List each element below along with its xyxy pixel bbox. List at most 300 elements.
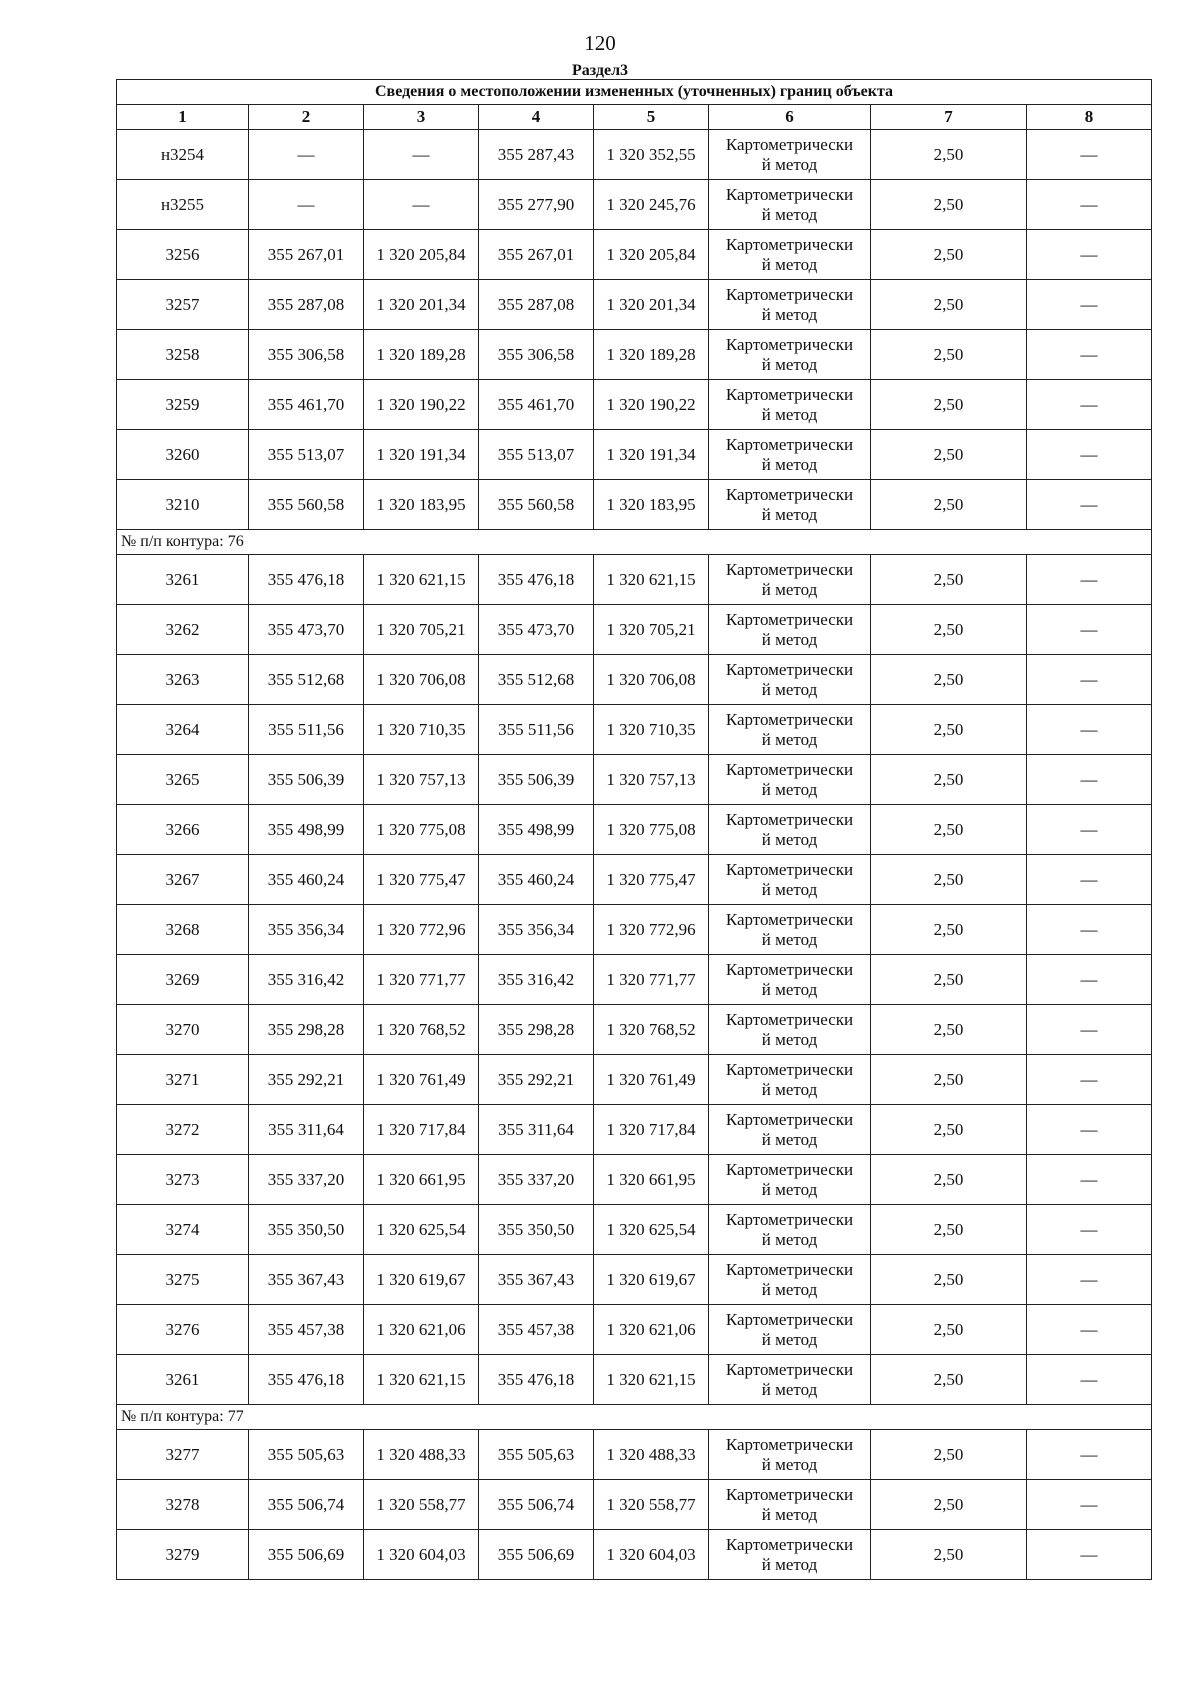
new-y-cell: 1 320 201,34 (594, 280, 709, 330)
method-line-2: й метод (761, 1279, 818, 1299)
new-x-cell: 355 506,69 (479, 1530, 594, 1580)
new-y-cell: 1 320 191,34 (594, 430, 709, 480)
new-y-cell: 1 320 621,06 (594, 1305, 709, 1355)
new-x-cell: 355 560,58 (479, 480, 594, 530)
method-line-2: й метод (761, 979, 818, 999)
method-line-2: й метод (761, 1179, 818, 1199)
old-y-cell: 1 320 661,95 (364, 1155, 479, 1205)
point-number-cell: 3259 (117, 380, 249, 430)
table-row (117, 180, 1152, 230)
method-line-2: й метод (761, 1129, 818, 1149)
method-cell (709, 1005, 871, 1055)
point-number-cell: 3276 (117, 1305, 249, 1355)
method-line-2: й метод (761, 1454, 818, 1474)
accuracy-cell: 2,50 (871, 1355, 1027, 1405)
section-title: Раздел3 (571, 62, 629, 79)
method-cell (709, 605, 871, 655)
accuracy-cell: 2,50 (871, 330, 1027, 380)
accuracy-cell: 2,50 (871, 1055, 1027, 1105)
old-x-cell: 355 513,07 (249, 430, 364, 480)
old-x-cell: 355 473,70 (249, 605, 364, 655)
old-y-cell: 1 320 619,67 (364, 1255, 479, 1305)
point-number-cell: 3279 (117, 1530, 249, 1580)
accuracy-cell: 2,50 (871, 1430, 1027, 1480)
old-x-cell: 355 311,64 (249, 1105, 364, 1155)
new-y-cell: 1 320 710,35 (594, 705, 709, 755)
point-number-cell: 3258 (117, 330, 249, 380)
old-y-cell: 1 320 190,22 (364, 380, 479, 430)
new-x-cell: 355 506,39 (479, 755, 594, 805)
contour-row (117, 530, 1152, 555)
new-y-cell: 1 320 775,47 (594, 855, 709, 905)
contour-label: № п/п контура: 76 (117, 530, 1152, 555)
old-y-cell: — (364, 130, 479, 180)
new-y-cell: 1 320 625,54 (594, 1205, 709, 1255)
old-x-cell: 355 350,50 (249, 1205, 364, 1255)
old-y-cell: 1 320 621,06 (364, 1305, 479, 1355)
accuracy-cell: 2,50 (871, 755, 1027, 805)
table-body (117, 80, 1152, 1580)
accuracy-cell: 2,50 (871, 230, 1027, 280)
method-cell (709, 380, 871, 430)
header-cell: 1 (117, 105, 249, 130)
description-cell: — (1027, 1480, 1152, 1530)
method-cell (709, 1305, 871, 1355)
accuracy-cell: 2,50 (871, 1155, 1027, 1205)
point-number-cell: 3274 (117, 1205, 249, 1255)
old-y-cell: 1 320 757,13 (364, 755, 479, 805)
old-x-cell: 355 476,18 (249, 1355, 364, 1405)
old-x-cell: 355 461,70 (249, 380, 364, 430)
method-line-1: Картометрически (725, 1309, 854, 1329)
contour-label: № п/п контура: 77 (117, 1405, 1152, 1430)
description-cell: — (1027, 1430, 1152, 1480)
method-cell (709, 855, 871, 905)
accuracy-cell: 2,50 (871, 430, 1027, 480)
table-row (117, 430, 1152, 480)
new-x-cell: 355 512,68 (479, 655, 594, 705)
new-x-cell: 355 460,24 (479, 855, 594, 905)
method-line-2: й метод (761, 679, 818, 699)
description-cell: — (1027, 1155, 1152, 1205)
new-y-cell: 1 320 205,84 (594, 230, 709, 280)
description-cell: — (1027, 1105, 1152, 1155)
method-line-1: Картометрически (725, 559, 854, 579)
method-line-1: Картометрически (725, 959, 854, 979)
old-x-cell: — (249, 180, 364, 230)
method-line-1: Картометрически (725, 184, 854, 204)
method-cell (709, 655, 871, 705)
new-x-cell: 355 506,74 (479, 1480, 594, 1530)
new-y-cell: 1 320 488,33 (594, 1430, 709, 1480)
description-cell: — (1027, 955, 1152, 1005)
old-y-cell: 1 320 621,15 (364, 555, 479, 605)
method-cell (709, 280, 871, 330)
table-caption: Сведения о местоположении измененных (уточненных) границ объекта (117, 80, 1152, 105)
accuracy-cell: 2,50 (871, 1530, 1027, 1580)
new-y-cell: 1 320 352,55 (594, 130, 709, 180)
point-number-cell: 3263 (117, 655, 249, 705)
old-y-cell: 1 320 558,77 (364, 1480, 479, 1530)
method-line-2: й метод (761, 879, 818, 899)
old-x-cell: 355 511,56 (249, 705, 364, 755)
method-cell (709, 1480, 871, 1530)
new-y-cell: 1 320 245,76 (594, 180, 709, 230)
new-y-cell: 1 320 190,22 (594, 380, 709, 430)
method-line-1: Картометрически (725, 1209, 854, 1229)
header-cell: 4 (479, 105, 594, 130)
method-line-2: й метод (761, 1379, 818, 1399)
point-number-cell: н3255 (117, 180, 249, 230)
table-row (117, 130, 1152, 180)
method-cell (709, 1055, 871, 1105)
old-x-cell: 355 460,24 (249, 855, 364, 905)
new-x-cell: 355 457,38 (479, 1305, 594, 1355)
table-row (117, 755, 1152, 805)
old-y-cell: 1 320 183,95 (364, 480, 479, 530)
accuracy-cell: 2,50 (871, 855, 1027, 905)
accuracy-cell: 2,50 (871, 805, 1027, 855)
method-line-1: Картометрически (725, 859, 854, 879)
table-row (117, 380, 1152, 430)
description-cell: — (1027, 1055, 1152, 1105)
point-number-cell: 3273 (117, 1155, 249, 1205)
description-cell: — (1027, 1255, 1152, 1305)
method-line-1: Картометрически (725, 484, 854, 504)
new-x-cell: 355 311,64 (479, 1105, 594, 1155)
description-cell: — (1027, 1355, 1152, 1405)
description-cell: — (1027, 130, 1152, 180)
method-cell (709, 705, 871, 755)
table-row (117, 1155, 1152, 1205)
description-cell: — (1027, 805, 1152, 855)
point-number-cell: 3277 (117, 1430, 249, 1480)
table-row (117, 805, 1152, 855)
description-cell: — (1027, 1530, 1152, 1580)
method-cell (709, 805, 871, 855)
point-number-cell: 3265 (117, 755, 249, 805)
method-line-1: Картометрически (725, 1359, 854, 1379)
point-number-cell: 3271 (117, 1055, 249, 1105)
accuracy-cell: 2,50 (871, 380, 1027, 430)
accuracy-cell: 2,50 (871, 1005, 1027, 1055)
new-x-cell: 355 505,63 (479, 1430, 594, 1480)
table-row (117, 605, 1152, 655)
table-row (117, 1355, 1152, 1405)
old-x-cell: 355 505,63 (249, 1430, 364, 1480)
accuracy-cell: 2,50 (871, 180, 1027, 230)
method-line-1: Картометрически (725, 709, 854, 729)
accuracy-cell: 2,50 (871, 955, 1027, 1005)
new-y-cell: 1 320 621,15 (594, 555, 709, 605)
old-y-cell: 1 320 706,08 (364, 655, 479, 705)
new-x-cell: 355 292,21 (479, 1055, 594, 1105)
method-line-2: й метод (761, 204, 818, 224)
description-cell: — (1027, 655, 1152, 705)
old-x-cell: 355 287,08 (249, 280, 364, 330)
method-line-2: й метод (761, 1079, 818, 1099)
accuracy-cell: 2,50 (871, 1255, 1027, 1305)
coordinates-table (116, 79, 1152, 1580)
old-y-cell: 1 320 625,54 (364, 1205, 479, 1255)
accuracy-cell: 2,50 (871, 705, 1027, 755)
new-y-cell: 1 320 604,03 (594, 1530, 709, 1580)
point-number-cell: 3270 (117, 1005, 249, 1055)
table-row (117, 1005, 1152, 1055)
new-y-cell: 1 320 621,15 (594, 1355, 709, 1405)
old-y-cell: 1 320 201,34 (364, 280, 479, 330)
table-row (117, 1430, 1152, 1480)
new-x-cell: 355 513,07 (479, 430, 594, 480)
description-cell: — (1027, 430, 1152, 480)
description-cell: — (1027, 380, 1152, 430)
description-cell: — (1027, 180, 1152, 230)
header-cell: 8 (1027, 105, 1152, 130)
point-number-cell: 3267 (117, 855, 249, 905)
description-cell: — (1027, 755, 1152, 805)
table-row (117, 905, 1152, 955)
new-x-cell: 355 287,43 (479, 130, 594, 180)
method-line-2: й метод (761, 1504, 818, 1524)
contour-row (117, 1405, 1152, 1430)
method-line-1: Картометрически (725, 1534, 854, 1554)
method-cell (709, 1155, 871, 1205)
old-y-cell: 1 320 191,34 (364, 430, 479, 480)
old-y-cell: — (364, 180, 479, 230)
method-cell (709, 130, 871, 180)
old-y-cell: 1 320 604,03 (364, 1530, 479, 1580)
new-x-cell: 355 306,58 (479, 330, 594, 380)
old-x-cell: — (249, 130, 364, 180)
point-number-cell: 3268 (117, 905, 249, 955)
new-y-cell: 1 320 183,95 (594, 480, 709, 530)
description-cell: — (1027, 1305, 1152, 1355)
method-line-2: й метод (761, 579, 818, 599)
point-number-cell: 3256 (117, 230, 249, 280)
old-y-cell: 1 320 488,33 (364, 1430, 479, 1480)
accuracy-cell: 2,50 (871, 605, 1027, 655)
point-number-cell: 3262 (117, 605, 249, 655)
header-cell: 2 (249, 105, 364, 130)
method-line-1: Картометрически (725, 609, 854, 629)
point-number-cell: 3269 (117, 955, 249, 1005)
new-y-cell: 1 320 768,52 (594, 1005, 709, 1055)
table-row (117, 280, 1152, 330)
accuracy-cell: 2,50 (871, 280, 1027, 330)
method-line-2: й метод (761, 729, 818, 749)
description-cell: — (1027, 705, 1152, 755)
method-line-2: й метод (761, 404, 818, 424)
method-line-1: Картометрически (725, 1009, 854, 1029)
description-cell: — (1027, 480, 1152, 530)
old-x-cell: 355 356,34 (249, 905, 364, 955)
new-y-cell: 1 320 189,28 (594, 330, 709, 380)
method-cell (709, 1255, 871, 1305)
method-line-1: Картометрически (725, 1059, 854, 1079)
new-x-cell: 355 287,08 (479, 280, 594, 330)
table-row (117, 855, 1152, 905)
method-line-1: Картометрически (725, 384, 854, 404)
method-cell (709, 555, 871, 605)
old-x-cell: 355 457,38 (249, 1305, 364, 1355)
old-x-cell: 355 306,58 (249, 330, 364, 380)
accuracy-cell: 2,50 (871, 655, 1027, 705)
description-cell: — (1027, 905, 1152, 955)
method-cell (709, 905, 871, 955)
point-number-cell: н3254 (117, 130, 249, 180)
page-number: 120 (584, 31, 616, 55)
new-x-cell: 355 511,56 (479, 705, 594, 755)
method-line-1: Картометрически (725, 1109, 854, 1129)
description-cell: — (1027, 855, 1152, 905)
new-x-cell: 355 277,90 (479, 180, 594, 230)
point-number-cell: 3261 (117, 555, 249, 605)
new-y-cell: 1 320 705,21 (594, 605, 709, 655)
new-y-cell: 1 320 772,96 (594, 905, 709, 955)
method-line-1: Картометрически (725, 909, 854, 929)
old-y-cell: 1 320 775,08 (364, 805, 479, 855)
table-row (117, 1530, 1152, 1580)
new-y-cell: 1 320 661,95 (594, 1155, 709, 1205)
old-x-cell: 355 560,58 (249, 480, 364, 530)
new-y-cell: 1 320 775,08 (594, 805, 709, 855)
method-line-1: Картометрически (725, 1434, 854, 1454)
old-x-cell: 355 476,18 (249, 555, 364, 605)
old-x-cell: 355 506,69 (249, 1530, 364, 1580)
method-line-1: Картометрически (725, 334, 854, 354)
accuracy-cell: 2,50 (871, 555, 1027, 605)
new-x-cell: 355 367,43 (479, 1255, 594, 1305)
table-row (117, 1055, 1152, 1105)
method-line-2: й метод (761, 354, 818, 374)
method-line-2: й метод (761, 454, 818, 474)
old-y-cell: 1 320 768,52 (364, 1005, 479, 1055)
header-cell: 5 (594, 105, 709, 130)
accuracy-cell: 2,50 (871, 480, 1027, 530)
point-number-cell: 3266 (117, 805, 249, 855)
table-row (117, 330, 1152, 380)
accuracy-cell: 2,50 (871, 905, 1027, 955)
table-row (117, 1305, 1152, 1355)
new-x-cell: 355 298,28 (479, 1005, 594, 1055)
method-line-1: Картометрически (725, 1159, 854, 1179)
old-x-cell: 355 316,42 (249, 955, 364, 1005)
method-line-1: Картометрически (725, 434, 854, 454)
method-line-1: Картометрически (725, 1259, 854, 1279)
description-cell: — (1027, 1005, 1152, 1055)
table-row (117, 1255, 1152, 1305)
new-y-cell: 1 320 558,77 (594, 1480, 709, 1530)
method-cell (709, 755, 871, 805)
method-line-1: Картометрически (725, 134, 854, 154)
header-cell: 6 (709, 105, 871, 130)
table-row (117, 555, 1152, 605)
new-x-cell: 355 476,18 (479, 555, 594, 605)
method-line-2: й метод (761, 1329, 818, 1349)
accuracy-cell: 2,50 (871, 1305, 1027, 1355)
method-line-2: й метод (761, 829, 818, 849)
method-cell (709, 1205, 871, 1255)
accuracy-cell: 2,50 (871, 1480, 1027, 1530)
method-line-2: й метод (761, 154, 818, 174)
method-line-2: й метод (761, 1229, 818, 1249)
method-cell (709, 430, 871, 480)
method-line-2: й метод (761, 929, 818, 949)
old-y-cell: 1 320 710,35 (364, 705, 479, 755)
new-y-cell: 1 320 771,77 (594, 955, 709, 1005)
method-cell (709, 1530, 871, 1580)
old-x-cell: 355 337,20 (249, 1155, 364, 1205)
accuracy-cell: 2,50 (871, 1105, 1027, 1155)
point-number-cell: 3257 (117, 280, 249, 330)
table-row (117, 1105, 1152, 1155)
method-cell (709, 480, 871, 530)
table-row (117, 230, 1152, 280)
accuracy-cell: 2,50 (871, 1205, 1027, 1255)
old-x-cell: 355 298,28 (249, 1005, 364, 1055)
new-x-cell: 355 337,20 (479, 1155, 594, 1205)
method-cell (709, 330, 871, 380)
point-number-cell: 3261 (117, 1355, 249, 1405)
method-line-2: й метод (761, 504, 818, 524)
description-cell: — (1027, 230, 1152, 280)
method-cell (709, 180, 871, 230)
table-row (117, 655, 1152, 705)
description-cell: — (1027, 555, 1152, 605)
method-line-2: й метод (761, 254, 818, 274)
method-line-1: Картометрически (725, 1484, 854, 1504)
method-line-1: Картометрически (725, 234, 854, 254)
method-line-2: й метод (761, 304, 818, 324)
old-y-cell: 1 320 775,47 (364, 855, 479, 905)
old-x-cell: 355 506,74 (249, 1480, 364, 1530)
table-row (117, 955, 1152, 1005)
old-x-cell: 355 498,99 (249, 805, 364, 855)
new-y-cell: 1 320 761,49 (594, 1055, 709, 1105)
new-x-cell: 355 476,18 (479, 1355, 594, 1405)
header-cell: 3 (364, 105, 479, 130)
point-number-cell: 3275 (117, 1255, 249, 1305)
method-cell (709, 1105, 871, 1155)
new-y-cell: 1 320 706,08 (594, 655, 709, 705)
new-x-cell: 355 356,34 (479, 905, 594, 955)
old-x-cell: 355 506,39 (249, 755, 364, 805)
old-y-cell: 1 320 205,84 (364, 230, 479, 280)
table-row (117, 705, 1152, 755)
old-x-cell: 355 367,43 (249, 1255, 364, 1305)
method-line-1: Картометрически (725, 809, 854, 829)
method-line-2: й метод (761, 1029, 818, 1049)
point-number-cell: 3260 (117, 430, 249, 480)
old-y-cell: 1 320 621,15 (364, 1355, 479, 1405)
method-line-2: й метод (761, 779, 818, 799)
method-cell (709, 230, 871, 280)
new-y-cell: 1 320 757,13 (594, 755, 709, 805)
table-row (117, 1205, 1152, 1255)
point-number-cell: 3278 (117, 1480, 249, 1530)
new-x-cell: 355 267,01 (479, 230, 594, 280)
old-y-cell: 1 320 771,77 (364, 955, 479, 1005)
new-x-cell: 355 461,70 (479, 380, 594, 430)
description-cell: — (1027, 330, 1152, 380)
description-cell: — (1027, 1205, 1152, 1255)
new-x-cell: 355 473,70 (479, 605, 594, 655)
description-cell: — (1027, 280, 1152, 330)
new-x-cell: 355 316,42 (479, 955, 594, 1005)
point-number-cell: 3210 (117, 480, 249, 530)
old-y-cell: 1 320 705,21 (364, 605, 479, 655)
new-x-cell: 355 350,50 (479, 1205, 594, 1255)
